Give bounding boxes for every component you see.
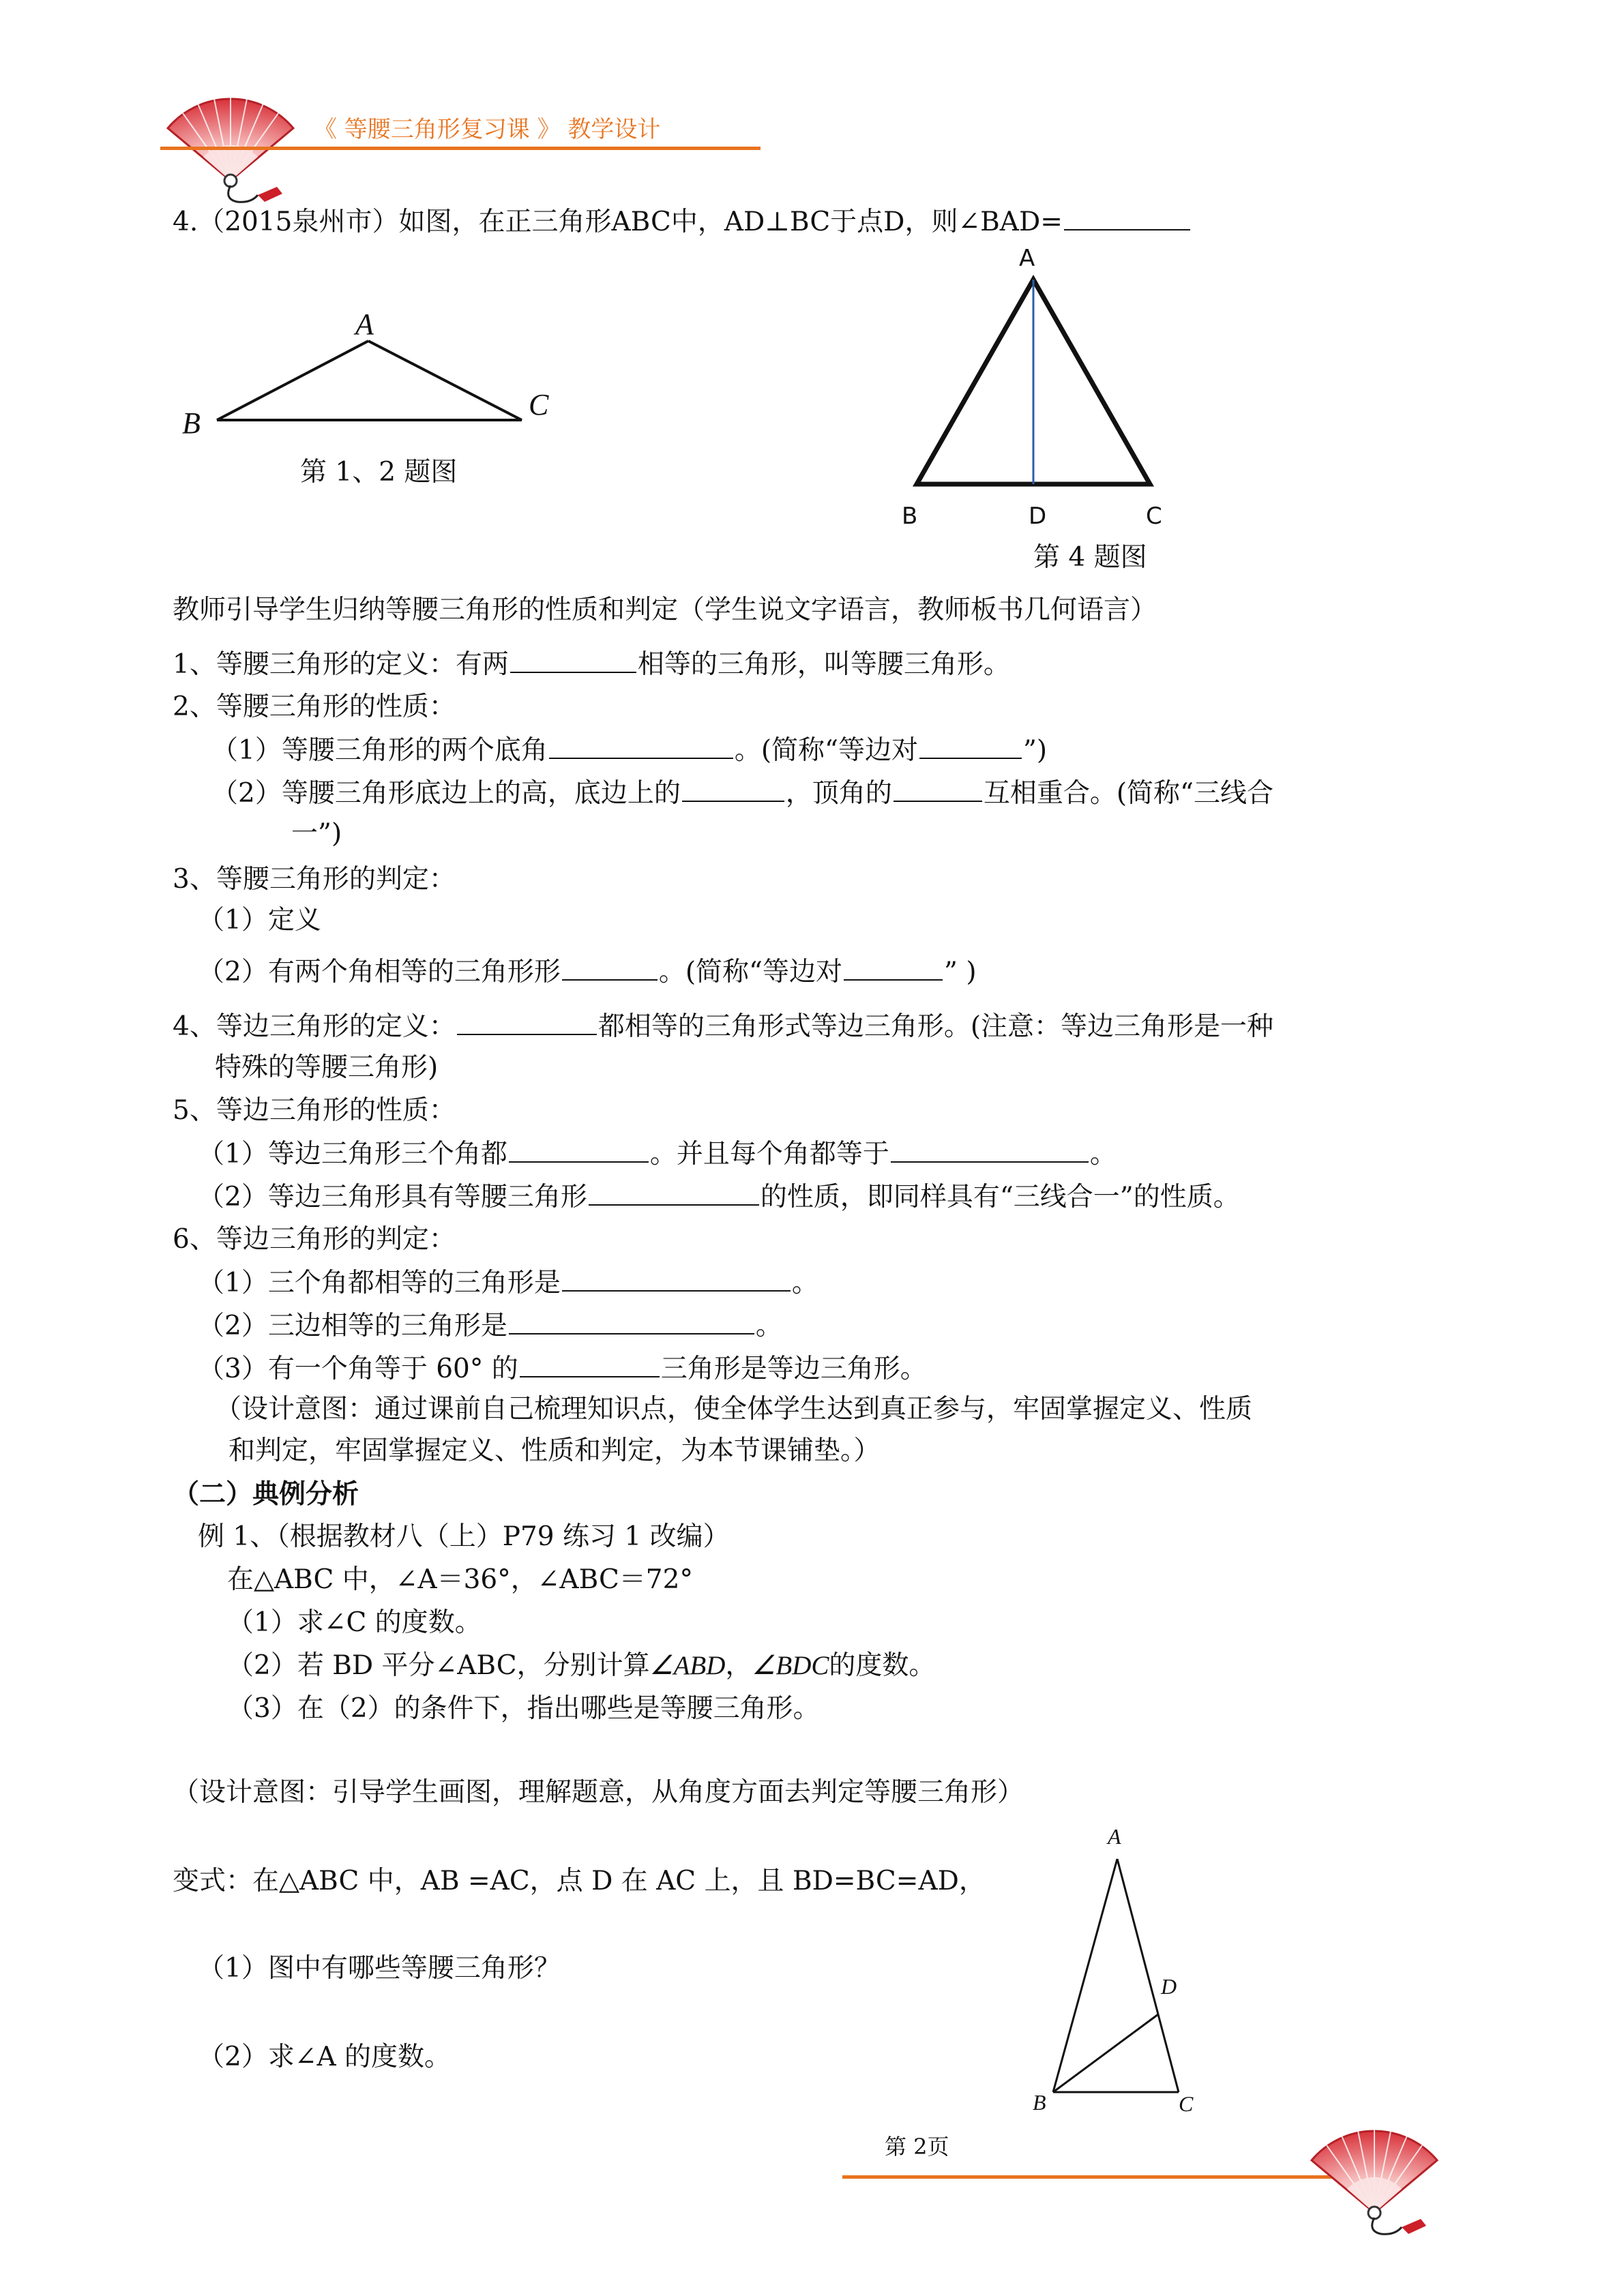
footer-rule bbox=[842, 2175, 1354, 2179]
answer-blank[interactable] bbox=[520, 1350, 660, 1377]
summary-item-4: 4、等边三角形的定义： 都相等的三角形式等边三角形。(注意：等边三角形是一种 bbox=[173, 1008, 1273, 1045]
design-intent-1-cont: 和判定，牢固掌握定义、性质和判定，为本节课铺垫。） bbox=[228, 1435, 881, 1466]
variant-q1: （1）图中有哪些等腰三角形？ bbox=[198, 1953, 561, 1984]
summary-item-4-cont: 特殊的等腰三角形) bbox=[215, 1052, 439, 1083]
answer-blank[interactable] bbox=[844, 953, 943, 981]
header-rule bbox=[160, 147, 761, 150]
header-title: 《 等腰三角形复习课 》 教学设计 bbox=[314, 116, 661, 143]
answer-blank[interactable] bbox=[549, 732, 733, 759]
answer-blank[interactable] bbox=[457, 1008, 597, 1035]
example-1-q1: （1）求∠C 的度数。 bbox=[227, 1607, 482, 1638]
answer-blank[interactable] bbox=[589, 1178, 759, 1206]
page-number: 第 2页 bbox=[885, 2134, 949, 2160]
summary-item-2-1: （1）等腰三角形的两个底角 。(简称“等边对 ”) bbox=[211, 732, 1047, 769]
summary-item-2: 2、等腰三角形的性质： bbox=[173, 691, 456, 722]
answer-blank[interactable] bbox=[562, 1264, 791, 1292]
summary-item-1: 1、等腰三角形的定义：有两 相等的三角形，叫等腰三角形。 bbox=[173, 646, 1010, 683]
design-intent-2: （设计意图：引导学生画图，理解题意，从角度方面去判定等腰三角形） bbox=[173, 1777, 1024, 1808]
label-b: B bbox=[182, 406, 201, 440]
triangle-side-ab bbox=[1053, 1859, 1117, 2092]
answer-blank[interactable] bbox=[919, 732, 1022, 759]
summary-intro: 教师引导学生归纳等腰三角形的性质和判定（学生说文字语言，教师板书几何语言） bbox=[173, 595, 1157, 625]
summary-item-6: 6、等边三角形的判定： bbox=[173, 1224, 456, 1255]
label-b: B bbox=[1033, 2090, 1046, 2115]
summary-item-2-2-cont: 一”) bbox=[291, 818, 342, 849]
triangle-side-ab bbox=[217, 341, 368, 420]
figure-1-2 bbox=[174, 293, 583, 450]
answer-blank[interactable] bbox=[682, 775, 784, 802]
label-a: A bbox=[355, 308, 374, 341]
figure-1-2-caption: 第 1、2 题图 bbox=[300, 457, 458, 488]
answer-blank[interactable] bbox=[1064, 203, 1190, 230]
summary-item-3: 3、等腰三角形的判定： bbox=[173, 864, 456, 895]
summary-item-6-1: （1）三个角都相等的三角形是 。 bbox=[198, 1264, 818, 1302]
figure-4 bbox=[880, 239, 1194, 539]
variant-statement: 变式：在△ABC 中，AB =AC，点 D 在 AC 上，且 BD=BC=AD， bbox=[173, 1866, 986, 1896]
example-1-given: 在△ABC 中，∠A＝36°，∠ABC＝72° bbox=[227, 1564, 693, 1595]
segment-bd bbox=[1053, 2014, 1158, 2092]
answer-blank[interactable] bbox=[510, 646, 636, 673]
answer-blank[interactable] bbox=[891, 1135, 1089, 1163]
label-c: C bbox=[1146, 503, 1162, 530]
summary-item-6-3: （3）有一个角等于 60° 的 三角形是等边三角形。 bbox=[198, 1350, 927, 1388]
answer-blank[interactable] bbox=[509, 1307, 754, 1335]
answer-blank[interactable] bbox=[509, 1135, 649, 1163]
label-a: A bbox=[1108, 1824, 1121, 1849]
label-d: D bbox=[1161, 1974, 1177, 1999]
label-b: B bbox=[902, 503, 918, 530]
triangle-side-ac bbox=[368, 341, 522, 420]
answer-blank[interactable] bbox=[562, 953, 658, 981]
label-d: D bbox=[1029, 503, 1047, 530]
answer-blank[interactable] bbox=[894, 775, 982, 802]
summary-item-5-1: （1）等边三角形三个角都 。并且每个角都等于 。 bbox=[198, 1135, 1117, 1173]
label-a: A bbox=[1019, 245, 1035, 272]
section-heading-examples: （二）典例分析 bbox=[173, 1478, 359, 1510]
example-1-q2: （2）若 BD 平分∠ABC，分别计算∠ABD，∠BDC的度数。 bbox=[227, 1650, 936, 1681]
label-c: C bbox=[529, 388, 549, 421]
summary-item-2-2: （2）等腰三角形底边上的高，底边上的 ，顶角的 互相重合。(简称“三线合 bbox=[211, 775, 1273, 812]
label-c: C bbox=[1179, 2091, 1194, 2116]
summary-item-5-2: （2）等边三角形具有等腰三角形 的性质，即同样具有“三线合一”的性质。 bbox=[198, 1178, 1240, 1216]
footer-fan-icon bbox=[1299, 2100, 1463, 2237]
example-1-q3: （3）在（2）的条件下，指出哪些是等腰三角形。 bbox=[227, 1693, 820, 1724]
example-1-title: 例 1、（根据教材八（上）P79 练习 1 改编） bbox=[198, 1521, 730, 1552]
summary-item-3-2: （2）有两个角相等的三角形形 。(简称“等边对 ” ) bbox=[198, 953, 977, 991]
header-fan-icon bbox=[156, 68, 319, 205]
summary-item-6-2: （2）三边相等的三角形是 。 bbox=[198, 1307, 782, 1345]
figure-4-caption: 第 4 题图 bbox=[1033, 542, 1147, 573]
figure-variant bbox=[1023, 1821, 1228, 2121]
summary-item-3-1: （1）定义 bbox=[198, 905, 321, 936]
design-intent-1: （设计意图：通过课前自己梳理知识点，使全体学生达到真正参与，牢固掌握定义、性质 bbox=[215, 1394, 1253, 1425]
summary-item-5: 5、等边三角形的性质： bbox=[173, 1095, 456, 1126]
variant-q2: （2）求∠A 的度数。 bbox=[198, 2042, 452, 2072]
problem-4-text: 4.（2015泉州市）如图，在正三角形ABC中，AD⊥BC于点D，则∠BAD= bbox=[173, 203, 1192, 241]
